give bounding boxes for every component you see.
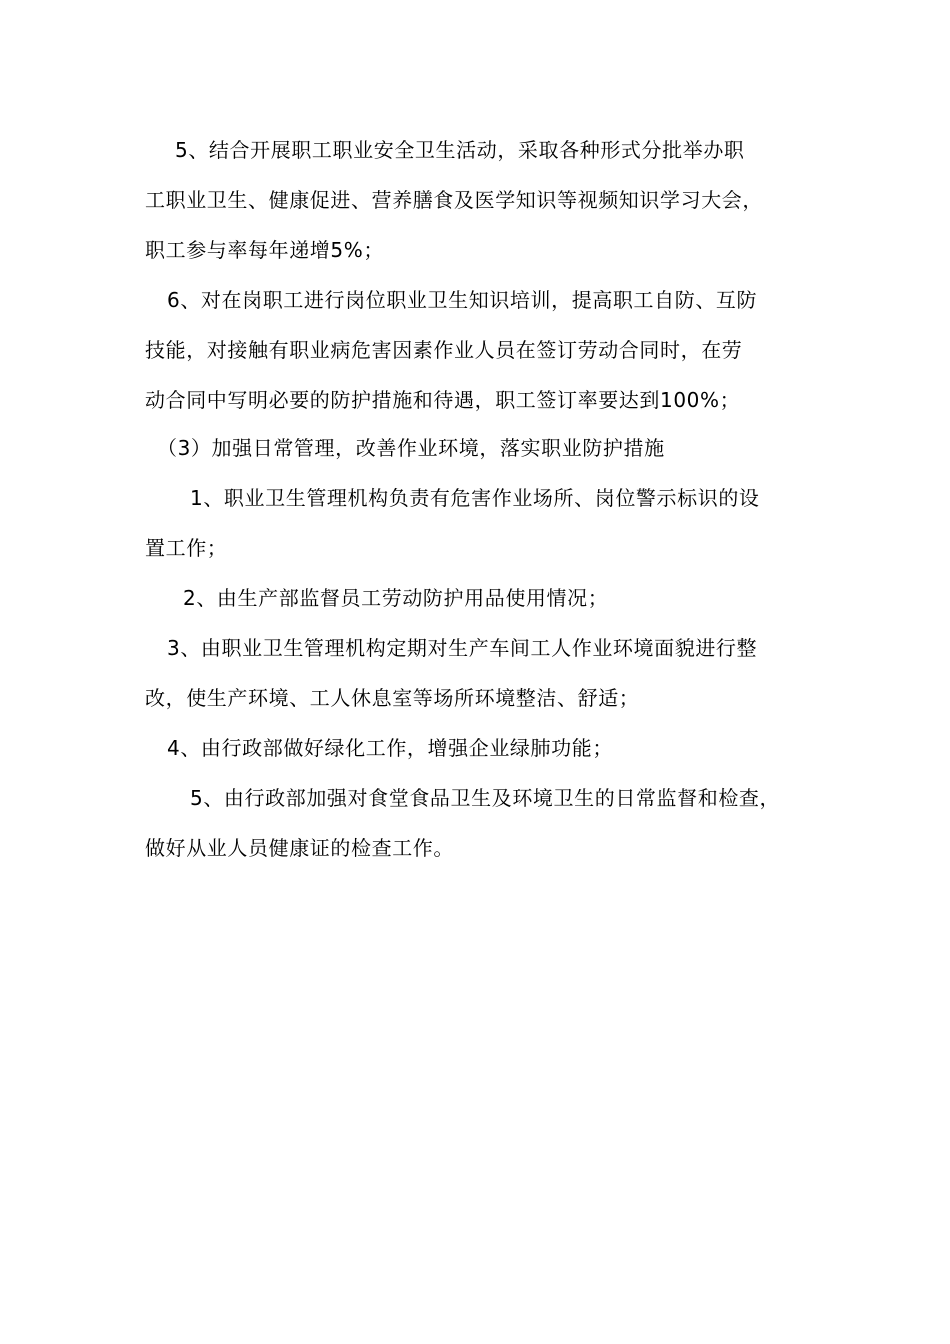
text-line: 动合同中写明必要的防护措施和待遇，职工签订率要达到100%；	[145, 388, 741, 412]
text-line: 置工作；	[145, 536, 228, 560]
text-line: 6、对在岗职工进行岗位职业卫生知识培训，提高职工自防、互防	[167, 288, 758, 312]
text-line: 3、由职业卫生管理机构定期对生产车间工人作业环境面貌进行整	[167, 636, 758, 660]
text-line: 技能，对接触有职业病危害因素作业人员在签订劳动合同时，在劳	[145, 338, 743, 362]
text-line: 1、职业卫生管理机构负责有危害作业场所、岗位警示标识的设	[190, 486, 760, 510]
text-line: 职工参与率每年递增5%；	[145, 238, 384, 262]
text-line: 2、由生产部监督员工劳动防护用品使用情况；	[183, 586, 609, 610]
text-line: 5、结合开展职工职业安全卫生活动，采取各种形式分批举办职	[175, 138, 745, 162]
text-line: 做好从业人员健康证的检查工作。	[145, 836, 454, 860]
text-line: 工职业卫生、健康促进、营养膳食及医学知识等视频知识学习大会，	[145, 188, 763, 212]
text-line: 4、由行政部做好绿化工作，增强企业绿肺功能；	[167, 736, 613, 760]
section-heading: （3）加强日常管理，改善作业环境，落实职业防护措施	[157, 436, 665, 460]
text-line: 改，使生产环境、工人休息室等场所环境整洁、舒适；	[145, 686, 640, 710]
text-line: 5、由行政部加强对食堂食品卫生及环境卫生的日常监督和检查，	[190, 786, 781, 810]
